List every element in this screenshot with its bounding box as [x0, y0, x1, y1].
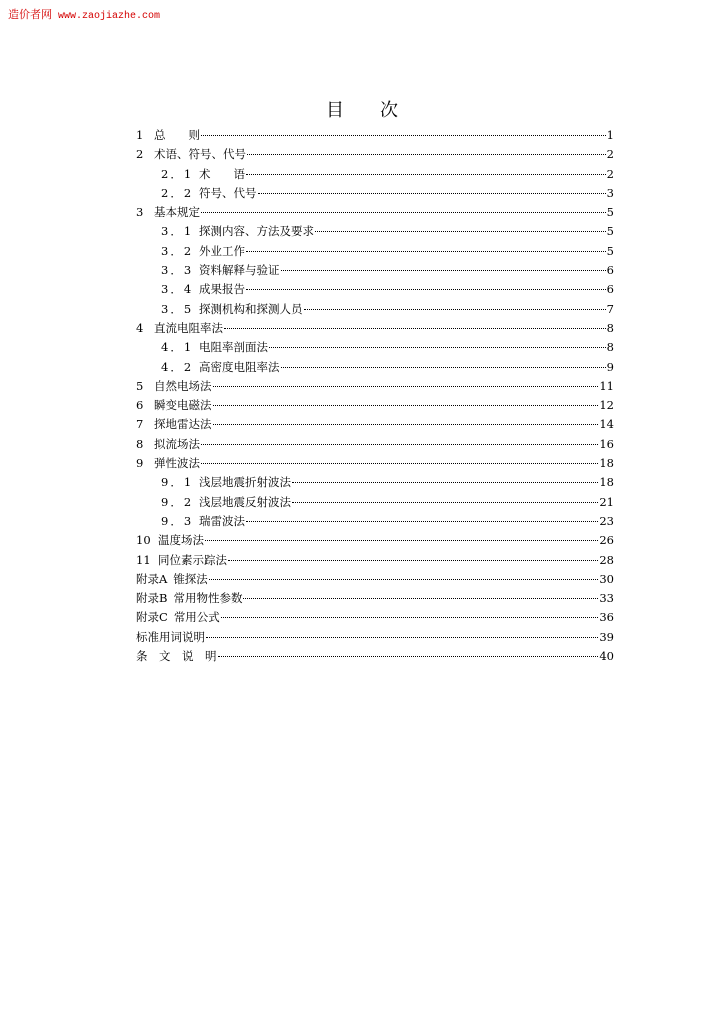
toc-leader-dots: [292, 482, 598, 483]
toc-entry-number: 3: [136, 205, 144, 220]
toc-entry[interactable]: [136, 396, 614, 415]
toc-entry-number: 11: [136, 552, 151, 567]
toc-entry-number: 9．1: [161, 475, 194, 490]
toc-entry-number: 10: [136, 533, 151, 548]
toc-entry-page: 30: [599, 571, 614, 586]
toc-entry[interactable]: [136, 551, 614, 570]
toc-entry-page: 11: [599, 378, 614, 393]
toc-entry[interactable]: [136, 338, 614, 357]
watermark-site-name: 造价者网: [8, 9, 52, 21]
toc-entry-label: 高密度电阻率法: [199, 359, 280, 374]
toc-leader-dots: [201, 212, 606, 213]
toc-leader-dots: [304, 309, 606, 310]
toc-leader-dots: [269, 347, 606, 348]
toc-entry-number: 2．1: [161, 166, 194, 181]
toc-entry-label: 条 文 说 明: [136, 649, 217, 664]
toc-leader-dots: [281, 270, 606, 271]
toc-entry-page: 18: [599, 456, 614, 471]
toc-entry[interactable]: [136, 377, 614, 396]
toc-leader-dots: [201, 463, 598, 464]
table-of-contents: [136, 126, 614, 666]
toc-entry-number: 8: [136, 436, 144, 451]
toc-entry-page: 7: [606, 301, 614, 316]
toc-entry-number: 9．3: [161, 513, 194, 528]
toc-entry-number: 1: [136, 128, 144, 142]
toc-entry-label: 拟流场法: [154, 436, 200, 451]
toc-leader-dots: [258, 193, 606, 194]
watermark-url[interactable]: www.zaojiazhe.com: [58, 11, 161, 22]
toc-entry-label: 总 则: [154, 128, 200, 142]
toc-entry-number: 3．5: [161, 301, 194, 316]
toc-entry-page: 23: [599, 513, 614, 528]
toc-leader-dots: [209, 579, 599, 580]
toc-entry-label: 标准用词说明: [136, 629, 205, 644]
toc-leader-dots: [213, 386, 599, 387]
toc-entry-label: 瑞雷波法: [199, 513, 245, 528]
toc-leader-dots: [206, 637, 598, 638]
toc-leader-dots: [315, 231, 606, 232]
toc-entry[interactable]: [136, 647, 614, 666]
toc-entry-label: 弹性波法: [154, 456, 200, 471]
toc-entry[interactable]: [136, 531, 614, 550]
toc-entry-number: 5: [136, 378, 144, 393]
toc-entry-label: 探测内容、方法及要求: [199, 224, 314, 239]
toc-entry-page: 1: [606, 128, 614, 142]
toc-entry-page: 2: [606, 147, 614, 162]
toc-entry[interactable]: [136, 261, 614, 280]
toc-leader-dots: [213, 405, 599, 406]
page-title: [0, 96, 724, 122]
toc-entry-number: 6: [136, 398, 144, 413]
toc-entry-page: 8: [606, 340, 614, 355]
page-title-left: 目: [326, 100, 344, 121]
page-title-right: 次: [380, 100, 398, 121]
toc-entry-page: 9: [606, 359, 614, 374]
toc-entry-label: 同位素示踪法: [158, 552, 227, 567]
toc-entry[interactable]: [136, 512, 614, 531]
toc-entry-page: 6: [606, 282, 614, 297]
toc-leader-dots: [205, 540, 598, 541]
toc-entry-label: 瞬变电磁法: [154, 398, 212, 413]
toc-entry[interactable]: [136, 126, 614, 145]
toc-entry-label: 术 语: [199, 166, 245, 181]
toc-entry[interactable]: [136, 415, 614, 434]
toc-leader-dots: [292, 502, 598, 503]
toc-entry[interactable]: [136, 473, 614, 492]
toc-entry-page: 5: [606, 205, 614, 220]
toc-entry-number: 4．1: [161, 340, 194, 355]
toc-entry-page: 18: [599, 475, 614, 490]
toc-entry-number: 附录A: [136, 571, 168, 586]
toc-entry-label: 探地雷达法: [154, 417, 212, 432]
toc-leader-dots: [213, 424, 599, 425]
toc-entry-number: 3．2: [161, 243, 194, 258]
toc-entry-label: 电阻率剖面法: [199, 340, 268, 355]
toc-entry-page: 8: [606, 320, 614, 335]
watermark: [8, 6, 160, 22]
toc-entry-page: 39: [599, 629, 614, 644]
toc-entry-page: 21: [599, 494, 614, 509]
toc-entry-label: 外业工作: [199, 243, 245, 258]
toc-leader-dots: [246, 174, 606, 175]
toc-entry-label: 锥探法: [173, 571, 208, 586]
toc-entry[interactable]: [136, 589, 614, 608]
toc-leader-dots: [281, 367, 606, 368]
toc-entry-number: 2: [136, 147, 144, 162]
toc-entry-page: 14: [599, 417, 614, 432]
toc-entry-number: 附录C: [136, 610, 168, 625]
toc-entry-page: 5: [606, 224, 614, 239]
toc-leader-dots: [221, 617, 599, 618]
toc-entry-label: 温度场法: [158, 533, 204, 548]
toc-entry-label: 符号、代号: [199, 185, 257, 200]
toc-leader-dots: [201, 444, 598, 445]
toc-entry-number: 4．2: [161, 359, 194, 374]
toc-entry-page: 2: [606, 166, 614, 181]
toc-entry[interactable]: [136, 222, 614, 241]
toc-entry-label: 常用物性参数: [173, 591, 243, 606]
toc-leader-dots: [246, 251, 606, 252]
toc-entry[interactable]: [136, 242, 614, 261]
toc-entry-page: 16: [599, 436, 614, 451]
toc-entry-number: 3．4: [161, 282, 194, 297]
toc-leader-dots: [224, 328, 606, 329]
toc-entry-label: 直流电阻率法: [154, 320, 223, 335]
toc-entry-page: 33: [599, 591, 614, 606]
toc-entry-label: 术语、符号、代号: [154, 147, 246, 162]
toc-entry-page: 5: [606, 243, 614, 258]
toc-leader-dots: [218, 656, 599, 657]
toc-entry[interactable]: [136, 435, 614, 454]
toc-entry-label: 探测机构和探测人员: [199, 301, 303, 316]
toc-entry-number: 2．2: [161, 185, 194, 200]
toc-entry-label: 成果报告: [199, 282, 245, 297]
toc-entry[interactable]: [136, 319, 614, 338]
toc-entry-page: 40: [599, 649, 614, 664]
toc-leader-dots: [247, 154, 606, 155]
toc-entry-label: 基本规定: [154, 205, 200, 220]
toc-entry-label: 自然电场法: [154, 378, 212, 393]
toc-entry-number: 9: [136, 456, 144, 471]
toc-leader-dots: [228, 560, 598, 561]
toc-entry[interactable]: [136, 358, 614, 377]
toc-entry-label: 浅层地震折射波法: [199, 475, 291, 490]
toc-leader-dots: [246, 289, 606, 290]
toc-leader-dots: [246, 521, 598, 522]
toc-entry-label: 浅层地震反射波法: [199, 494, 291, 509]
toc-entry-page: 6: [606, 263, 614, 278]
toc-entry-page: 28: [599, 552, 614, 567]
toc-entry[interactable]: [136, 454, 614, 473]
toc-entry[interactable]: [136, 628, 614, 647]
toc-entry-page: 12: [599, 398, 614, 413]
toc-entry-page: 36: [599, 610, 614, 625]
toc-entry[interactable]: [136, 280, 614, 299]
toc-entry[interactable]: [136, 145, 614, 164]
toc-entry-label: 资料解释与验证: [199, 263, 280, 278]
toc-entry-number: 4: [136, 320, 144, 335]
toc-entry[interactable]: [136, 165, 614, 184]
toc-entry[interactable]: [136, 608, 614, 627]
toc-entry-number: 9．2: [161, 494, 194, 509]
toc-leader-dots: [201, 135, 606, 136]
toc-entry-number: 3．3: [161, 263, 194, 278]
toc-entry-label: 常用公式: [173, 610, 220, 625]
toc-entry-number: 3．1: [161, 224, 194, 239]
toc-entry[interactable]: [136, 570, 614, 589]
toc-entry-page: 26: [599, 533, 614, 548]
toc-entry[interactable]: [136, 300, 614, 319]
toc-entry-number: 附录B: [136, 591, 168, 606]
toc-entry-page: 3: [606, 185, 614, 200]
toc-entry-number: 7: [136, 417, 144, 432]
toc-entry[interactable]: [136, 184, 614, 203]
toc-entry[interactable]: [136, 493, 614, 512]
toc-leader-dots: [243, 598, 598, 599]
toc-entry[interactable]: [136, 203, 614, 222]
